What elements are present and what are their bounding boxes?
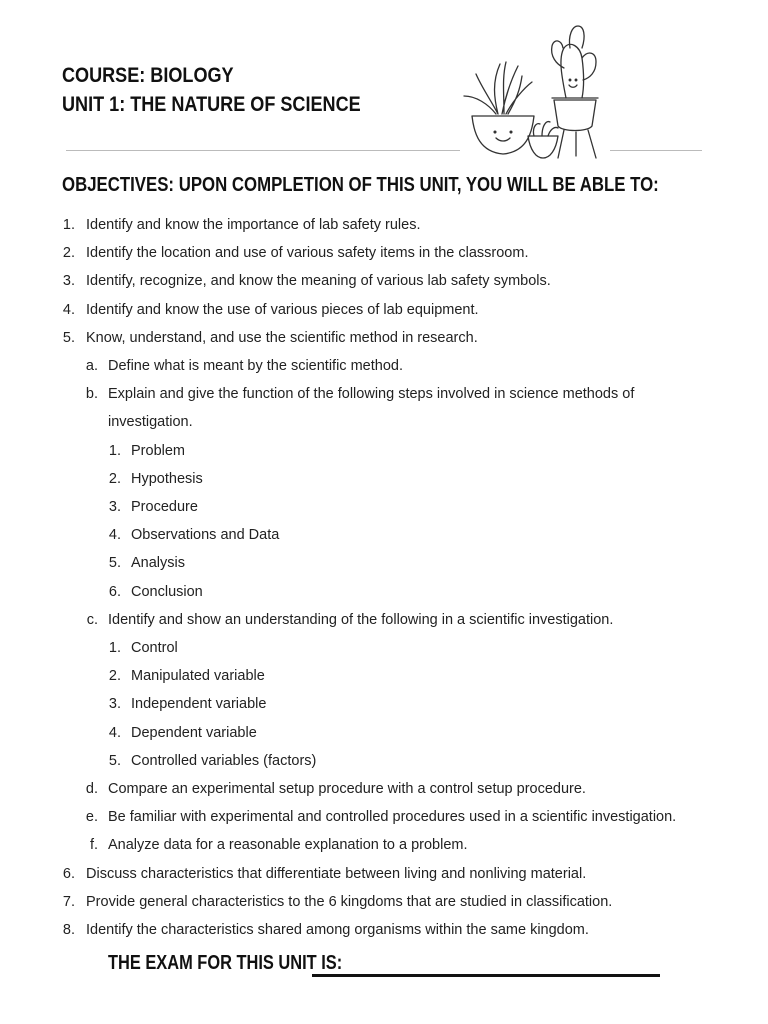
list-item-text: Conclusion xyxy=(131,583,203,600)
list-item-number: a. xyxy=(85,358,98,374)
list-item-number: 2. xyxy=(62,245,75,262)
list-item-text: Identify the location and use of various safety items in the classroom. xyxy=(86,245,529,262)
list-item-text: Identify the characteristics shared among organisms within the same kingdom. xyxy=(86,922,589,938)
list-item-number: 1. xyxy=(108,442,121,459)
objectives-heading: OBJECTIVES: UPON COMPLETION OF THIS UNIT, YOU WILL BE ABLE TO: xyxy=(62,174,659,196)
list-item-text: Observations and Data xyxy=(131,527,280,544)
list-item-text: Discuss characteristics that differentiate between living and nonliving material. xyxy=(86,865,587,882)
list-item-text: Manipulated variable xyxy=(131,668,265,685)
list-item-number: e. xyxy=(85,809,98,826)
list-item-number: 3. xyxy=(62,273,75,290)
list-item-number: 8. xyxy=(62,922,75,938)
list-item-number: b. xyxy=(85,386,98,403)
list-item-number: 1. xyxy=(62,217,75,233)
list-item-number: 4. xyxy=(108,527,121,544)
list-item-number: 6. xyxy=(108,583,121,600)
list-item-text: Compare an experimental setup procedure with a control setup procedure. xyxy=(108,781,586,797)
list-item-text: Dependent variable xyxy=(131,724,257,741)
list-item-number: 3. xyxy=(108,499,121,515)
list-item-text: Know, understand, and use the scientific method in research. xyxy=(86,329,478,346)
list-item-number: c. xyxy=(86,611,98,628)
list-item-text: Problem xyxy=(131,442,185,459)
list-item-text: Be familiar with experimental and controlled procedures used in a scientific investigation. xyxy=(108,809,677,826)
exam-blank-line xyxy=(312,974,660,977)
header-divider-right xyxy=(610,150,702,151)
list-item-number: 3. xyxy=(108,696,121,713)
list-item-text: Define what is meant by the scientific method. xyxy=(108,358,403,374)
list-item-text: Independent variable xyxy=(131,696,267,713)
list-item-number: 2. xyxy=(108,668,121,685)
potted-plants-illustration-icon xyxy=(458,18,608,168)
list-item-number: 6. xyxy=(62,865,75,882)
list-item-number: 7. xyxy=(62,893,75,910)
list-item-number: 1. xyxy=(108,640,121,656)
list-item-number: 5. xyxy=(62,329,75,346)
list-item-number: 2. xyxy=(108,470,121,487)
list-item-number: 4. xyxy=(108,724,121,741)
list-item-number: d. xyxy=(85,781,98,797)
list-item-text: Hypothesis xyxy=(131,470,203,487)
list-item-number: 4. xyxy=(62,301,75,318)
exam-label: THE EXAM FOR THIS UNIT IS: xyxy=(108,952,343,974)
list-item-text: Identify and show an understanding of the following in a scientific investigation. xyxy=(108,611,614,628)
course-title: COURSE: BIOLOGY xyxy=(62,64,234,87)
header-divider-left xyxy=(66,150,460,151)
list-item-number: 5. xyxy=(108,555,121,572)
unit-title: UNIT 1: THE NATURE OF SCIENCE xyxy=(62,93,361,116)
list-item-text: Procedure xyxy=(131,499,198,515)
list-item-text: Analyze data for a reasonable explanation to a problem. xyxy=(108,837,468,854)
list-item-text: Provide general characteristics to the 6 kingdoms that are studied in classification. xyxy=(86,893,613,910)
list-item-text: Controlled variables (factors) xyxy=(131,752,317,769)
list-item-text: Identify and know the use of various pieces of lab equipment. xyxy=(86,301,479,318)
list-item-text: Control xyxy=(131,640,178,656)
list-item-text: Identify, recognize, and know the meaning of various lab safety symbols. xyxy=(86,273,551,290)
list-item-number: 5. xyxy=(108,752,121,769)
list-item-text: Analysis xyxy=(131,555,185,572)
list-item-text: investigation. xyxy=(108,414,193,431)
list-item-text: Explain and give the function of the following steps involved in science methods of xyxy=(108,386,635,403)
list-item-text: Identify and know the importance of lab safety rules. xyxy=(86,217,421,233)
list-item-number: f. xyxy=(89,837,98,854)
